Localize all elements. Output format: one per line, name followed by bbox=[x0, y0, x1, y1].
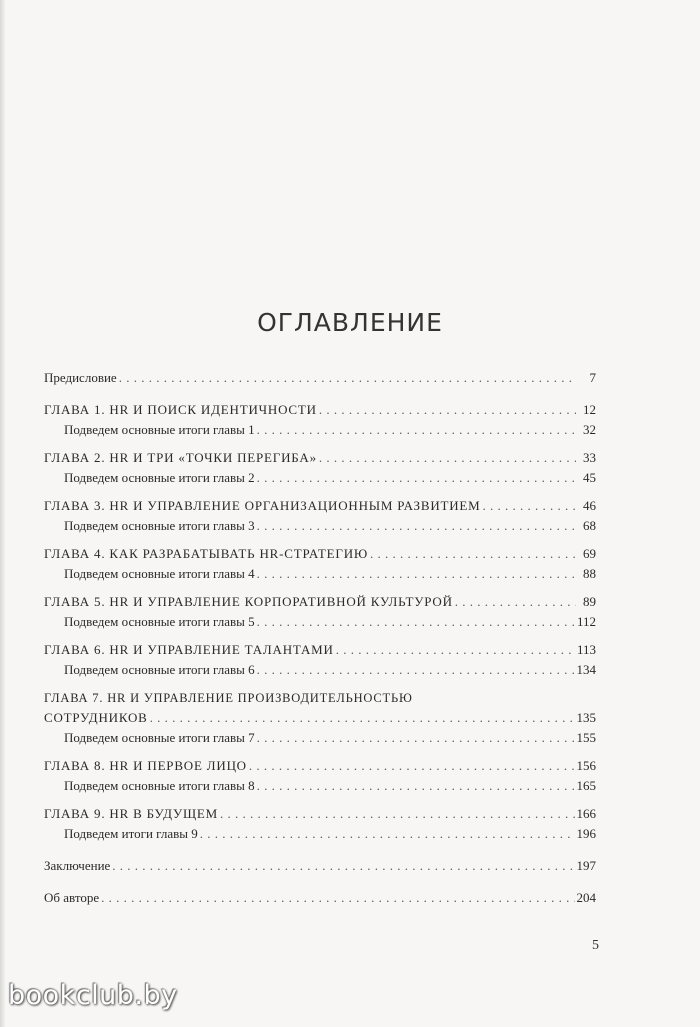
chapter-page: 33 bbox=[583, 450, 596, 465]
page-number: 5 bbox=[592, 938, 599, 953]
chapter-title: ГЛАВА 2. HR И ТРИ «ТОЧКИ ПЕРЕГИБА» bbox=[44, 450, 317, 465]
page-edge bbox=[0, 0, 6, 1027]
dot-leader bbox=[257, 660, 575, 680]
chapter-title-line-1: ГЛАВА 7. HR И УПРАВЛЕНИЕ ПРОИЗВОДИТЕЛЬНОСТЬЮ bbox=[44, 691, 413, 705]
dot-leader bbox=[483, 496, 576, 516]
dot-leader bbox=[370, 544, 576, 564]
dot-leader bbox=[257, 612, 575, 632]
toc-entry-about-author bbox=[44, 888, 596, 908]
chapter-page: 156 bbox=[576, 758, 596, 773]
toc-entry-label: Заключение bbox=[44, 858, 111, 873]
summary-title: Подведем итоги главы 9 bbox=[64, 826, 198, 841]
summary-page: 165 bbox=[576, 778, 596, 793]
toc-chapter-3 bbox=[44, 496, 596, 536]
chapter-title: СОТРУДНИКОВ bbox=[44, 710, 148, 725]
toc-entry-conclusion bbox=[44, 856, 596, 876]
chapter-title: ГЛАВА 9. HR В БУДУЩЕМ bbox=[44, 806, 219, 821]
watermark-logo: bookclub.by bbox=[8, 980, 178, 1011]
chapter-title: ГЛАВА 8. HR И ПЕРВОЕ ЛИЦО bbox=[44, 758, 247, 773]
toc-chapter-9 bbox=[44, 804, 596, 844]
summary-title: Подведем основные итоги главы 2 bbox=[64, 470, 255, 485]
chapter-title: ГЛАВА 5. HR И УПРАВЛЕНИЕ КОРПОРАТИВНОЙ КУЛЬТУРОЙ bbox=[44, 594, 453, 609]
chapter-page: 69 bbox=[583, 546, 596, 561]
chapter-page: 113 bbox=[576, 642, 596, 657]
summary-page: 134 bbox=[576, 662, 596, 677]
dot-leader bbox=[200, 824, 575, 844]
chapter-page: 46 bbox=[583, 498, 596, 513]
toc-chapter-7 bbox=[44, 688, 596, 748]
summary-title: Подведем основные итоги главы 3 bbox=[64, 518, 255, 533]
chapter-title: ГЛАВА 1. HR И ПОИСК ИДЕНТИЧНОСТИ bbox=[44, 402, 317, 417]
summary-page: 68 bbox=[583, 518, 596, 533]
toc-entry-page: 197 bbox=[576, 858, 596, 873]
toc-entry-preface bbox=[44, 368, 596, 388]
summary-page: 32 bbox=[583, 422, 596, 437]
summary-title: Подведем основные итоги главы 8 bbox=[64, 778, 255, 793]
page-title: ОГЛАВЛЕНИЕ bbox=[257, 308, 443, 337]
chapter-title: ГЛАВА 3. HR И УПРАВЛЕНИЕ ОРГАНИЗАЦИОННЫМ РАЗВИТИЕМ bbox=[44, 498, 481, 513]
chapter-title: ГЛАВА 4. КАК РАЗРАБАТЫВАТЬ HR-СТРАТЕГИЮ bbox=[44, 546, 369, 561]
summary-page: 45 bbox=[583, 470, 596, 485]
dot-leader bbox=[319, 400, 576, 420]
dot-leader bbox=[150, 708, 575, 728]
dot-leader bbox=[220, 804, 574, 824]
dot-leader bbox=[101, 888, 574, 908]
table-of-contents bbox=[44, 368, 596, 908]
dot-leader bbox=[319, 448, 576, 468]
summary-title: Подведем основные итоги главы 6 bbox=[64, 662, 255, 677]
toc-chapter-8 bbox=[44, 756, 596, 796]
toc-chapter-4 bbox=[44, 544, 596, 584]
chapter-page: 89 bbox=[583, 594, 596, 609]
dot-leader bbox=[455, 592, 576, 612]
toc-entry-label: Об авторе bbox=[44, 890, 100, 905]
summary-title: Подведем основные итоги главы 4 bbox=[64, 566, 255, 581]
summary-page: 88 bbox=[583, 566, 596, 581]
toc-entry-page: 204 bbox=[576, 890, 596, 905]
summary-title: Подведем основные итоги главы 7 bbox=[64, 730, 255, 745]
toc-entry-page: 7 bbox=[589, 370, 596, 385]
summary-page: 196 bbox=[576, 826, 596, 841]
toc-chapter-2 bbox=[44, 448, 596, 488]
dot-leader bbox=[249, 756, 575, 776]
chapter-page: 166 bbox=[576, 806, 596, 821]
chapter-title: ГЛАВА 6. HR И УПРАВЛЕНИЕ ТАЛАНТАМИ bbox=[44, 642, 334, 657]
chapter-page: 12 bbox=[583, 402, 596, 417]
dot-leader bbox=[257, 420, 576, 440]
toc-entry-label: Предисловие bbox=[44, 370, 117, 385]
summary-page: 112 bbox=[576, 614, 596, 629]
summary-title: Подведем основные итоги главы 5 bbox=[64, 614, 255, 629]
summary-title: Подведем основные итоги главы 1 bbox=[64, 422, 255, 437]
dot-leader bbox=[257, 516, 576, 536]
chapter-page: 135 bbox=[576, 710, 596, 725]
dot-leader bbox=[257, 468, 576, 488]
dot-leader bbox=[336, 640, 575, 660]
toc-chapter-1 bbox=[44, 400, 596, 440]
summary-page: 155 bbox=[576, 730, 596, 745]
dot-leader bbox=[257, 564, 576, 584]
toc-chapter-5 bbox=[44, 592, 596, 632]
dot-leader bbox=[257, 728, 575, 748]
dot-leader bbox=[119, 368, 576, 388]
dot-leader bbox=[112, 856, 574, 876]
dot-leader bbox=[257, 776, 575, 796]
toc-chapter-6 bbox=[44, 640, 596, 680]
